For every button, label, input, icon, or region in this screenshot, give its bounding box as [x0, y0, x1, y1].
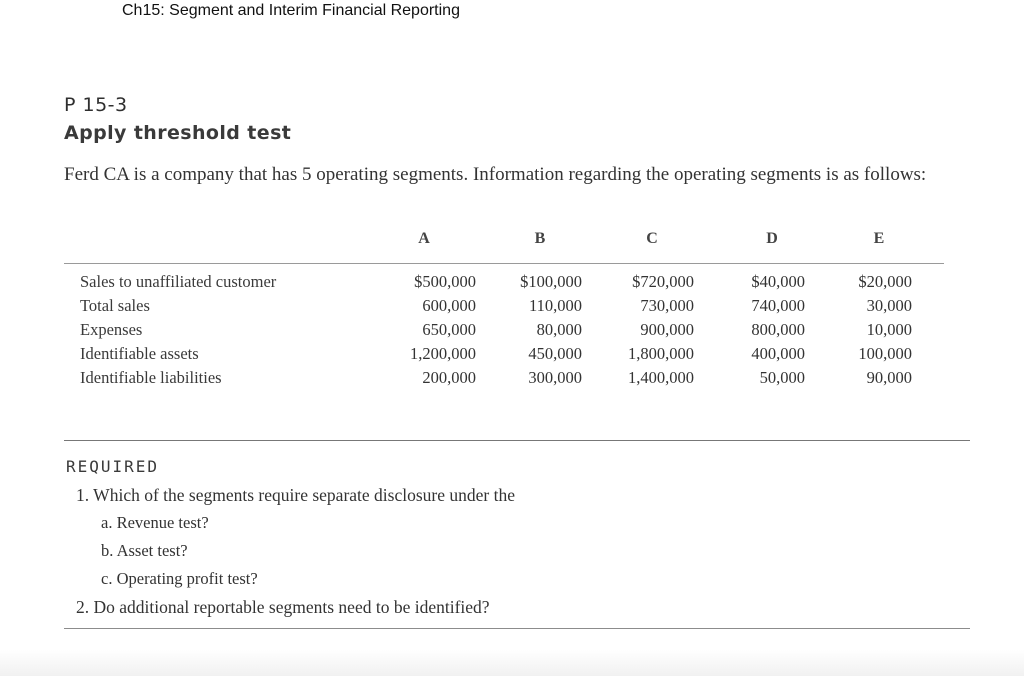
table-cell: $720,000: [632, 272, 694, 291]
table-cell: $20,000: [858, 272, 912, 291]
table-cell: 1,400,000: [628, 368, 694, 387]
table-cell: 110,000: [528, 296, 582, 315]
table-cell: 600,000: [422, 296, 476, 315]
question-1: 1. Which of the segments require separate disclosure under the: [76, 485, 515, 505]
question-1c: c. Operating profit test?: [101, 569, 258, 588]
row-label-identifiable-liabilities: Identifiable liabilities: [80, 368, 222, 387]
table-cell: $500,000: [414, 272, 476, 291]
table-cell: 10,000: [866, 320, 912, 339]
table-cell: 800,000: [751, 320, 805, 339]
row-label-identifiable-assets: Identifiable assets: [80, 344, 199, 363]
section-divider: [64, 440, 970, 441]
chapter-title: Ch15: Segment and Interim Financial Reporting: [122, 2, 460, 19]
column-header-c: C: [646, 230, 658, 247]
table-cell: 90,000: [866, 368, 912, 387]
table-cell: 1,800,000: [628, 344, 694, 363]
table-cell: 740,000: [751, 296, 805, 315]
problem-intro: Ferd CA is a company that has 5 operating segments. Information regarding the operating segments is as follows:: [64, 164, 927, 185]
table-cell: 1,200,000: [410, 344, 476, 363]
table-cell: 100,000: [858, 344, 912, 363]
table-cell: 30,000: [866, 296, 912, 315]
problem-number: P 15-3: [64, 94, 128, 116]
column-header-b: B: [534, 230, 546, 247]
table-cell: $40,000: [751, 272, 805, 291]
question-2: 2. Do additional reportable segments need to be identified?: [76, 597, 490, 617]
table-cell: 400,000: [751, 344, 805, 363]
table-cell: 730,000: [640, 296, 694, 315]
table-cell: 650,000: [422, 320, 476, 339]
table-cell: $100,000: [520, 272, 582, 291]
question-1a: a. Revenue test?: [101, 513, 209, 532]
row-label-sales-unaffiliated: Sales to unaffiliated customer: [80, 272, 277, 291]
table-cell: 450,000: [528, 344, 582, 363]
bottom-rule: [64, 628, 970, 629]
row-label-total-sales: Total sales: [80, 296, 150, 315]
column-header-e: E: [873, 230, 885, 247]
table-cell: 200,000: [422, 368, 476, 387]
required-heading: REQUIRED: [66, 457, 160, 476]
table-cell: 80,000: [536, 320, 582, 339]
question-1b: b. Asset test?: [101, 541, 188, 560]
table-cell: 50,000: [759, 368, 805, 387]
problem-title: Apply threshold test: [64, 122, 292, 144]
table-top-rule: [64, 263, 944, 264]
column-header-a: A: [418, 230, 430, 247]
table-cell: 900,000: [640, 320, 694, 339]
row-label-expenses: Expenses: [80, 320, 143, 339]
table-cell: 300,000: [528, 368, 582, 387]
page-bottom-shade: [0, 650, 1024, 676]
column-header-d: D: [766, 230, 778, 247]
